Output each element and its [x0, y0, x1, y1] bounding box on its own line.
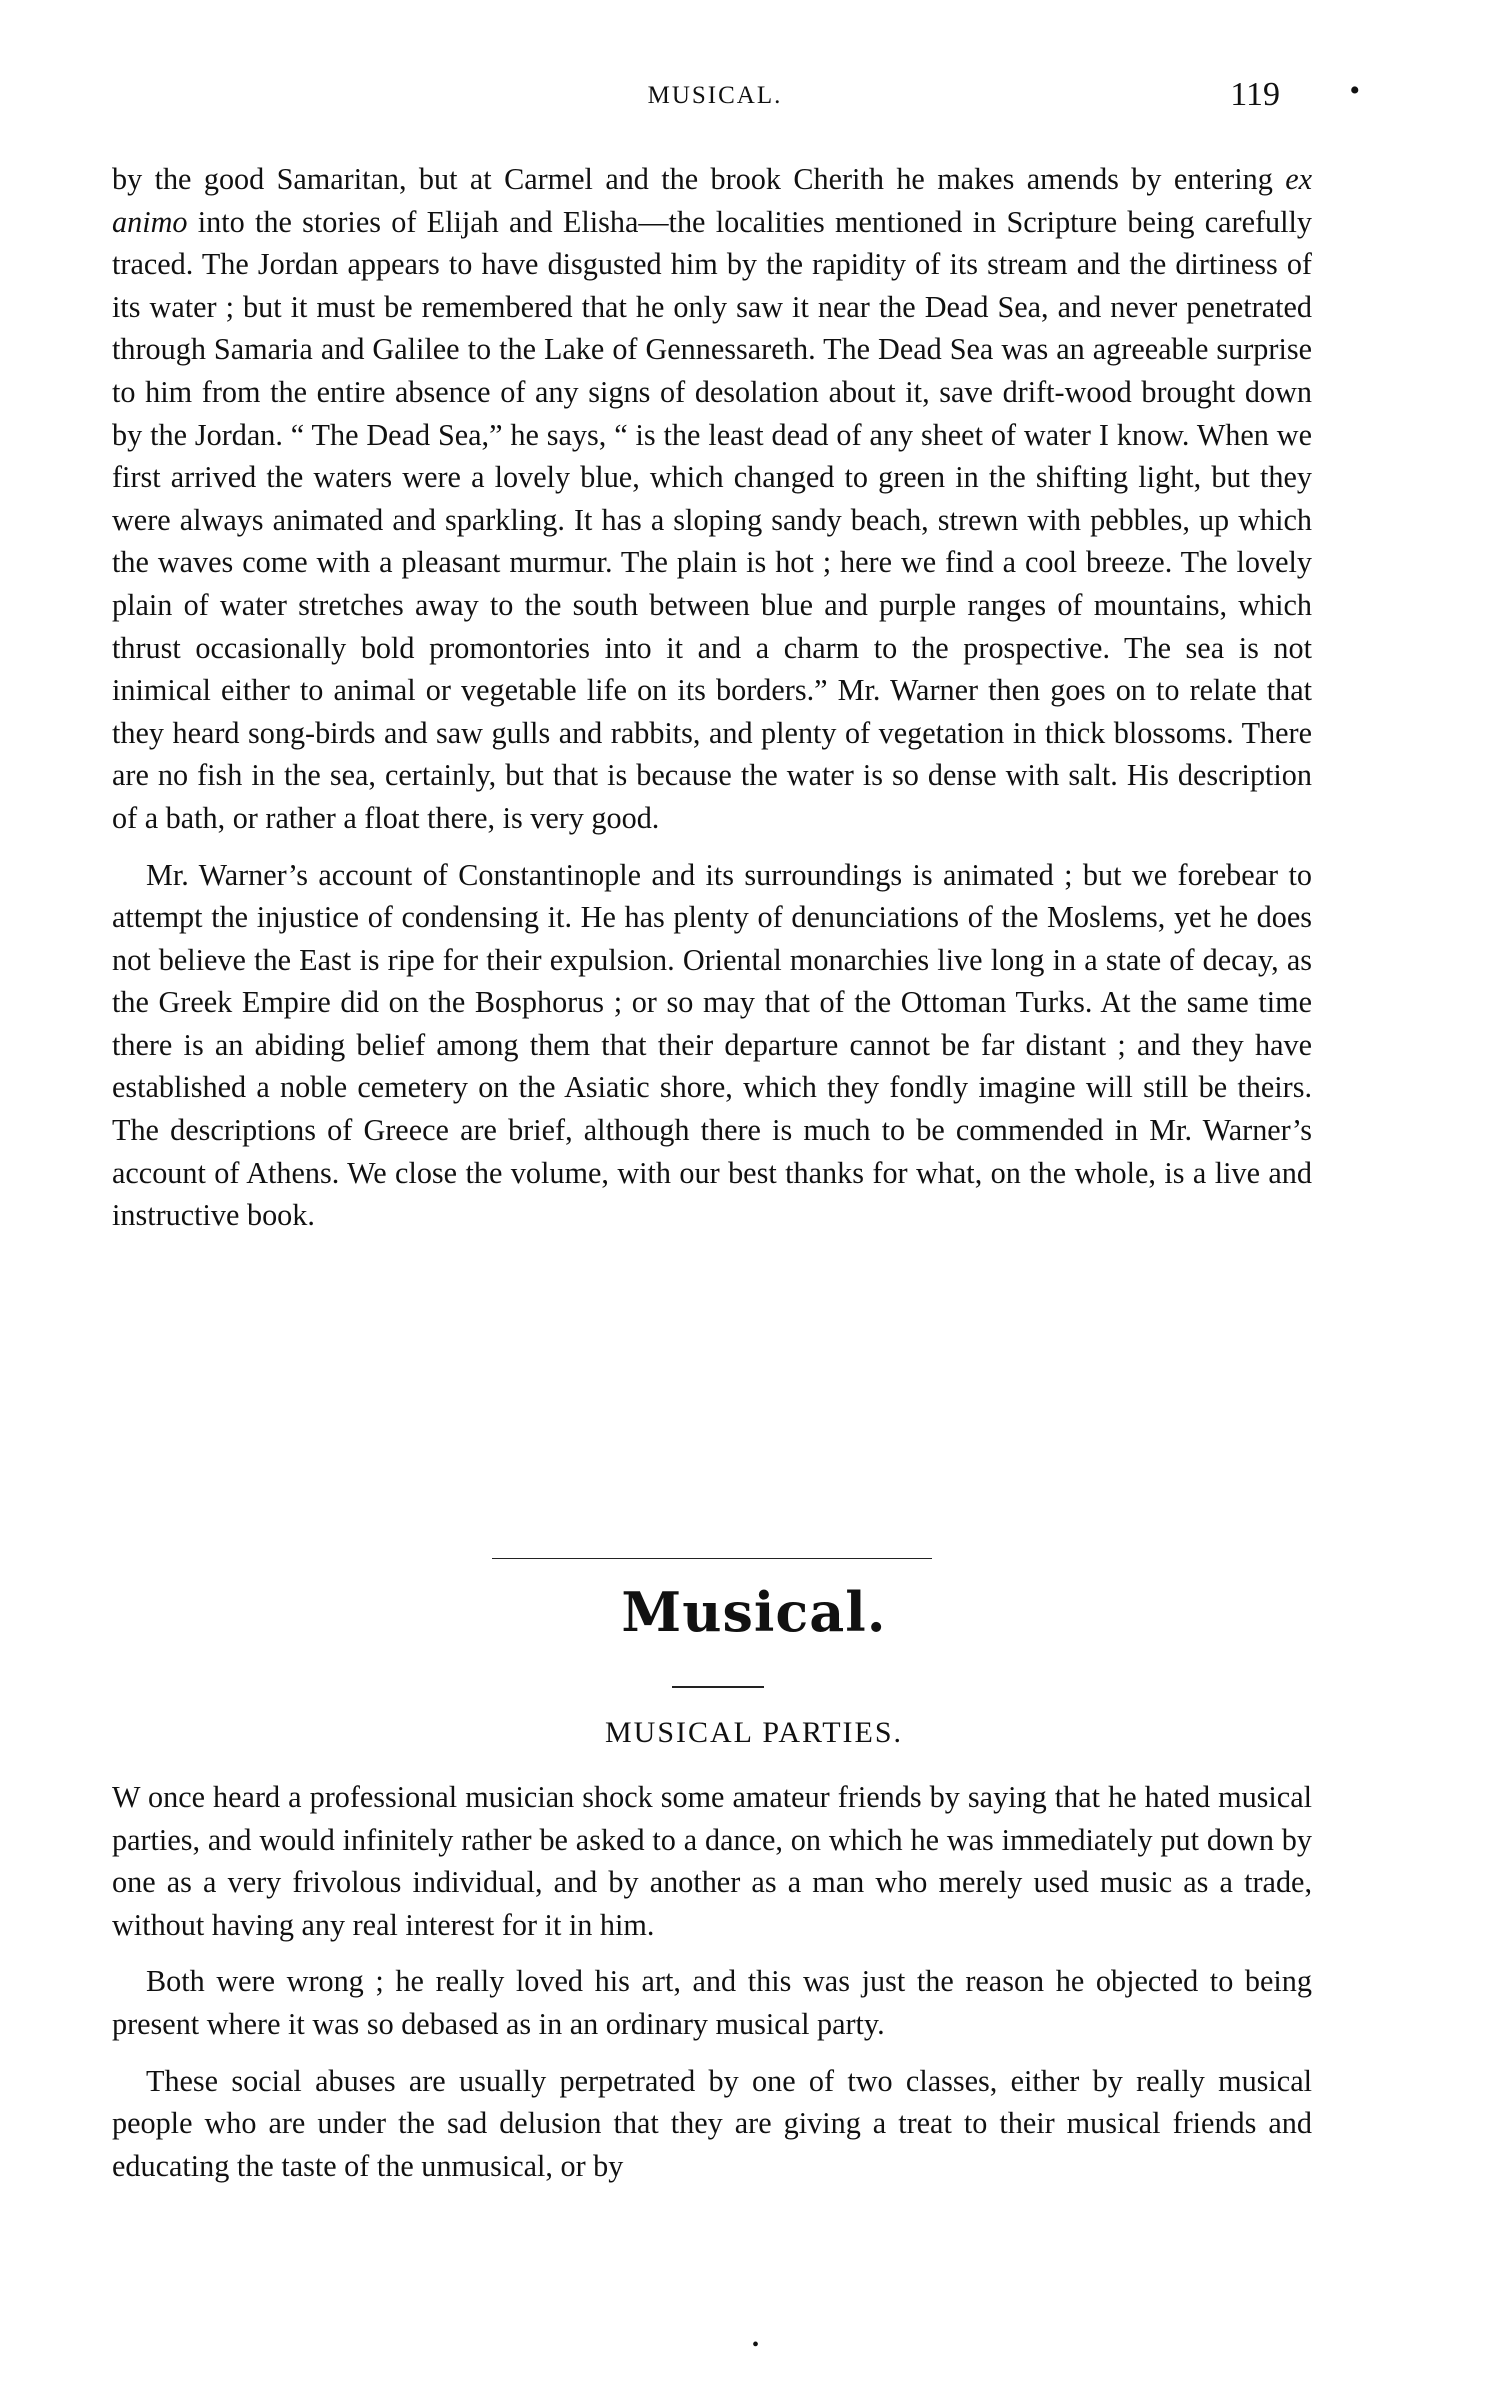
section-divider [492, 1558, 932, 1559]
article-paragraph-2: Both were wrong ; he really loved his art, and this was just the reason he objected to being present where it was so debased as in an ordinary musical party. [112, 1964, 1312, 2041]
article-text [112, 1776, 1312, 2187]
review-paragraph-2: Mr. Warner’s account of Constantinople and its surroundings is animated ; but we forebear to attempt the injustice of condensing it. He has plenty of denunciations of the Moslems, yet he does not believe the East is ripe for their expulsion. Oriental monarchies live long in a state of decay, as the Greek Empire did on the Bosphorus ; or so may that of the Ottoman Turks. At the same time there is an abiding belief among them that their departure cannot be far distant ; and they have established a noble cemetery on the Asiatic shore, which they fondly imagine will still be theirs. The descriptions of Greece are brief, although there is much to be commended in Mr. Warner’s account of Athens. We close the volume, with our best thanks for what, on the whole, is a live and instructive book. [112, 857, 1312, 1233]
section-heading: Musical. [621, 1580, 887, 1644]
page-number: 119 [1230, 76, 1280, 113]
heading-underline [672, 1686, 764, 1688]
review-text [112, 158, 1312, 1237]
review-paragraph-1: by the good Samaritan, but at Carmel and the brook Cherith he makes amends by entering ex animo into the stories of Elijah and Elisha—the localities mentioned in Scripture being carefully traced. The Jordan appears to have disgusted him by the rapidity of its stream and the dirtiness of its water ; but it must be remembered that he only saw it near the Dead Sea, and never penetrated through Samaria and Galilee to the Lake of Gennessareth. The Dead Sea was an agreeable surprise to him from the entire absence of any signs of desolation about it, save drift-wood brought down by the Jordan. “ The Dead Sea,” he says, “ is the least dead of any sheet of water I know. When we first arrived the waters were a lovely blue, which changed to green in the shifting light, but they were always animated and sparkling. It has a sloping sandy beach, strewn with pebbles, up which the waves come with a pleasant murmur. The plain is hot ; here we find a cool breeze. The lovely plain of water stretches away to the south between blue and purple ranges of mountains, which thrust occasionally bold promontories into it and a charm to the prospective. The sea is not inimical either to animal or vegetable life on its borders.” Mr. Warner then goes on to relate that they heard song-birds and saw gulls and rabbits, and plenty of vegetation in thick blossoms. There are no fish in the sea, certainly, but that is because the water is so dense with salt. His description of a bath, or rather a float there, is very good. [112, 162, 1312, 835]
footer-mark: • [752, 2334, 760, 2356]
running-title: MUSICAL. [647, 82, 783, 109]
running-header [110, 74, 1360, 122]
header-dot: • [1349, 74, 1360, 107]
article-paragraph-3: These social abuses are usually perpetrated by one of two classes, either by really musical people who are under the sad delusion that they are giving a treat to their musical friends and educating the taste of the unmusical, or by [112, 2063, 1312, 2183]
article-paragraph-1: W once heard a professional musician shock some amateur friends by saying that he hated musical parties, and would infinitely rather be asked to a dance, on which he was immediately put down by one as a very frivolous individual, and by another as a man who merely used music as a trade, without having any real interest for it in him. [112, 1780, 1312, 1942]
article-title: MUSICAL PARTIES. [604, 1716, 904, 1749]
